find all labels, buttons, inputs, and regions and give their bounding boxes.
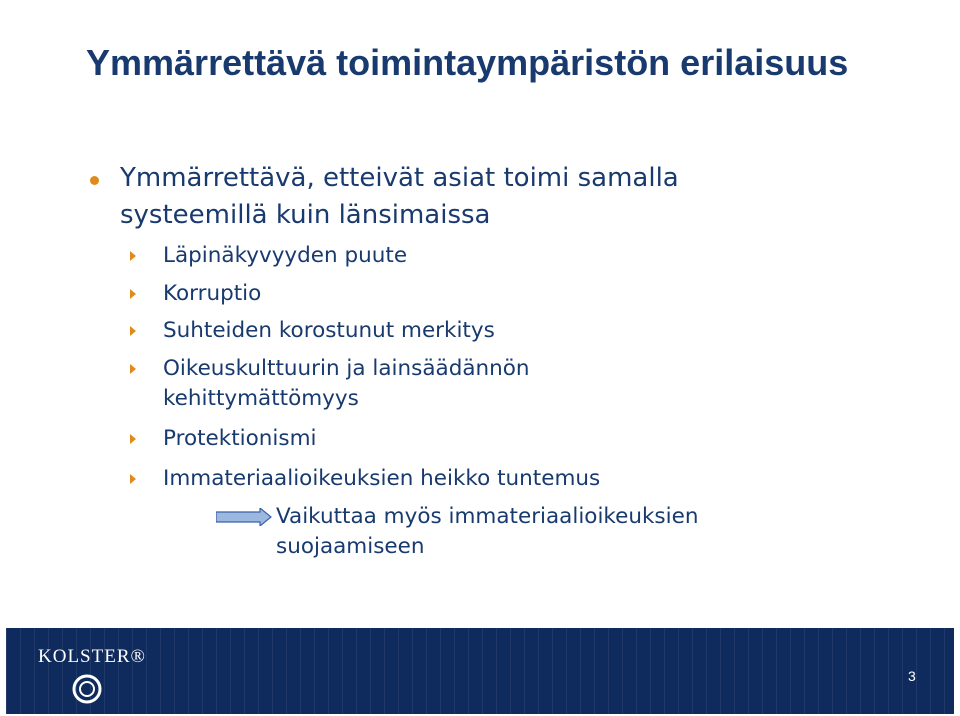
sub-bullet-arrow-icon [130, 289, 136, 299]
sub-bullet-arrow-icon [130, 364, 136, 374]
sub-item-corruption: Korruptio [163, 281, 262, 306]
note-text: Vaikuttaa myös immateriaalioikeuksien suojaamiseen [276, 504, 699, 559]
slide-title: Ymmärrettävä toimintaympäristön erilaisuus [86, 42, 849, 83]
logo-ring-icon [70, 672, 104, 706]
sub-item-legal-culture: Oikeuskulttuurin ja lainsäädännön kehittymättömyys [163, 356, 530, 411]
sub-item-protectionism: Protektionismi [163, 426, 317, 451]
sub-bullet-arrow-icon [130, 434, 136, 444]
sub-bullet-arrow-icon [130, 474, 136, 484]
footer-bar [6, 628, 954, 714]
sub-item-ip-awareness: Immateriaalioikeuksien heikko tuntemus [163, 466, 601, 491]
sub-item-relationships: Suhteiden korostunut merkitys [163, 318, 495, 343]
sub-item-transparency: Läpinäkyvyyden puute [163, 243, 408, 268]
block-arrow-right-icon [216, 508, 272, 526]
sub-bullet-arrow-icon [130, 251, 136, 261]
kolster-logo: KOLSTER® [38, 646, 146, 667]
sub-bullet-arrow-icon [130, 326, 136, 336]
main-bullet-text: Ymmärrettävä, etteivät asiat toimi samalla systeemillä kuin länsimaissa [120, 163, 679, 230]
page-number: 3 [908, 668, 916, 684]
bullet-dot-icon [90, 176, 99, 185]
